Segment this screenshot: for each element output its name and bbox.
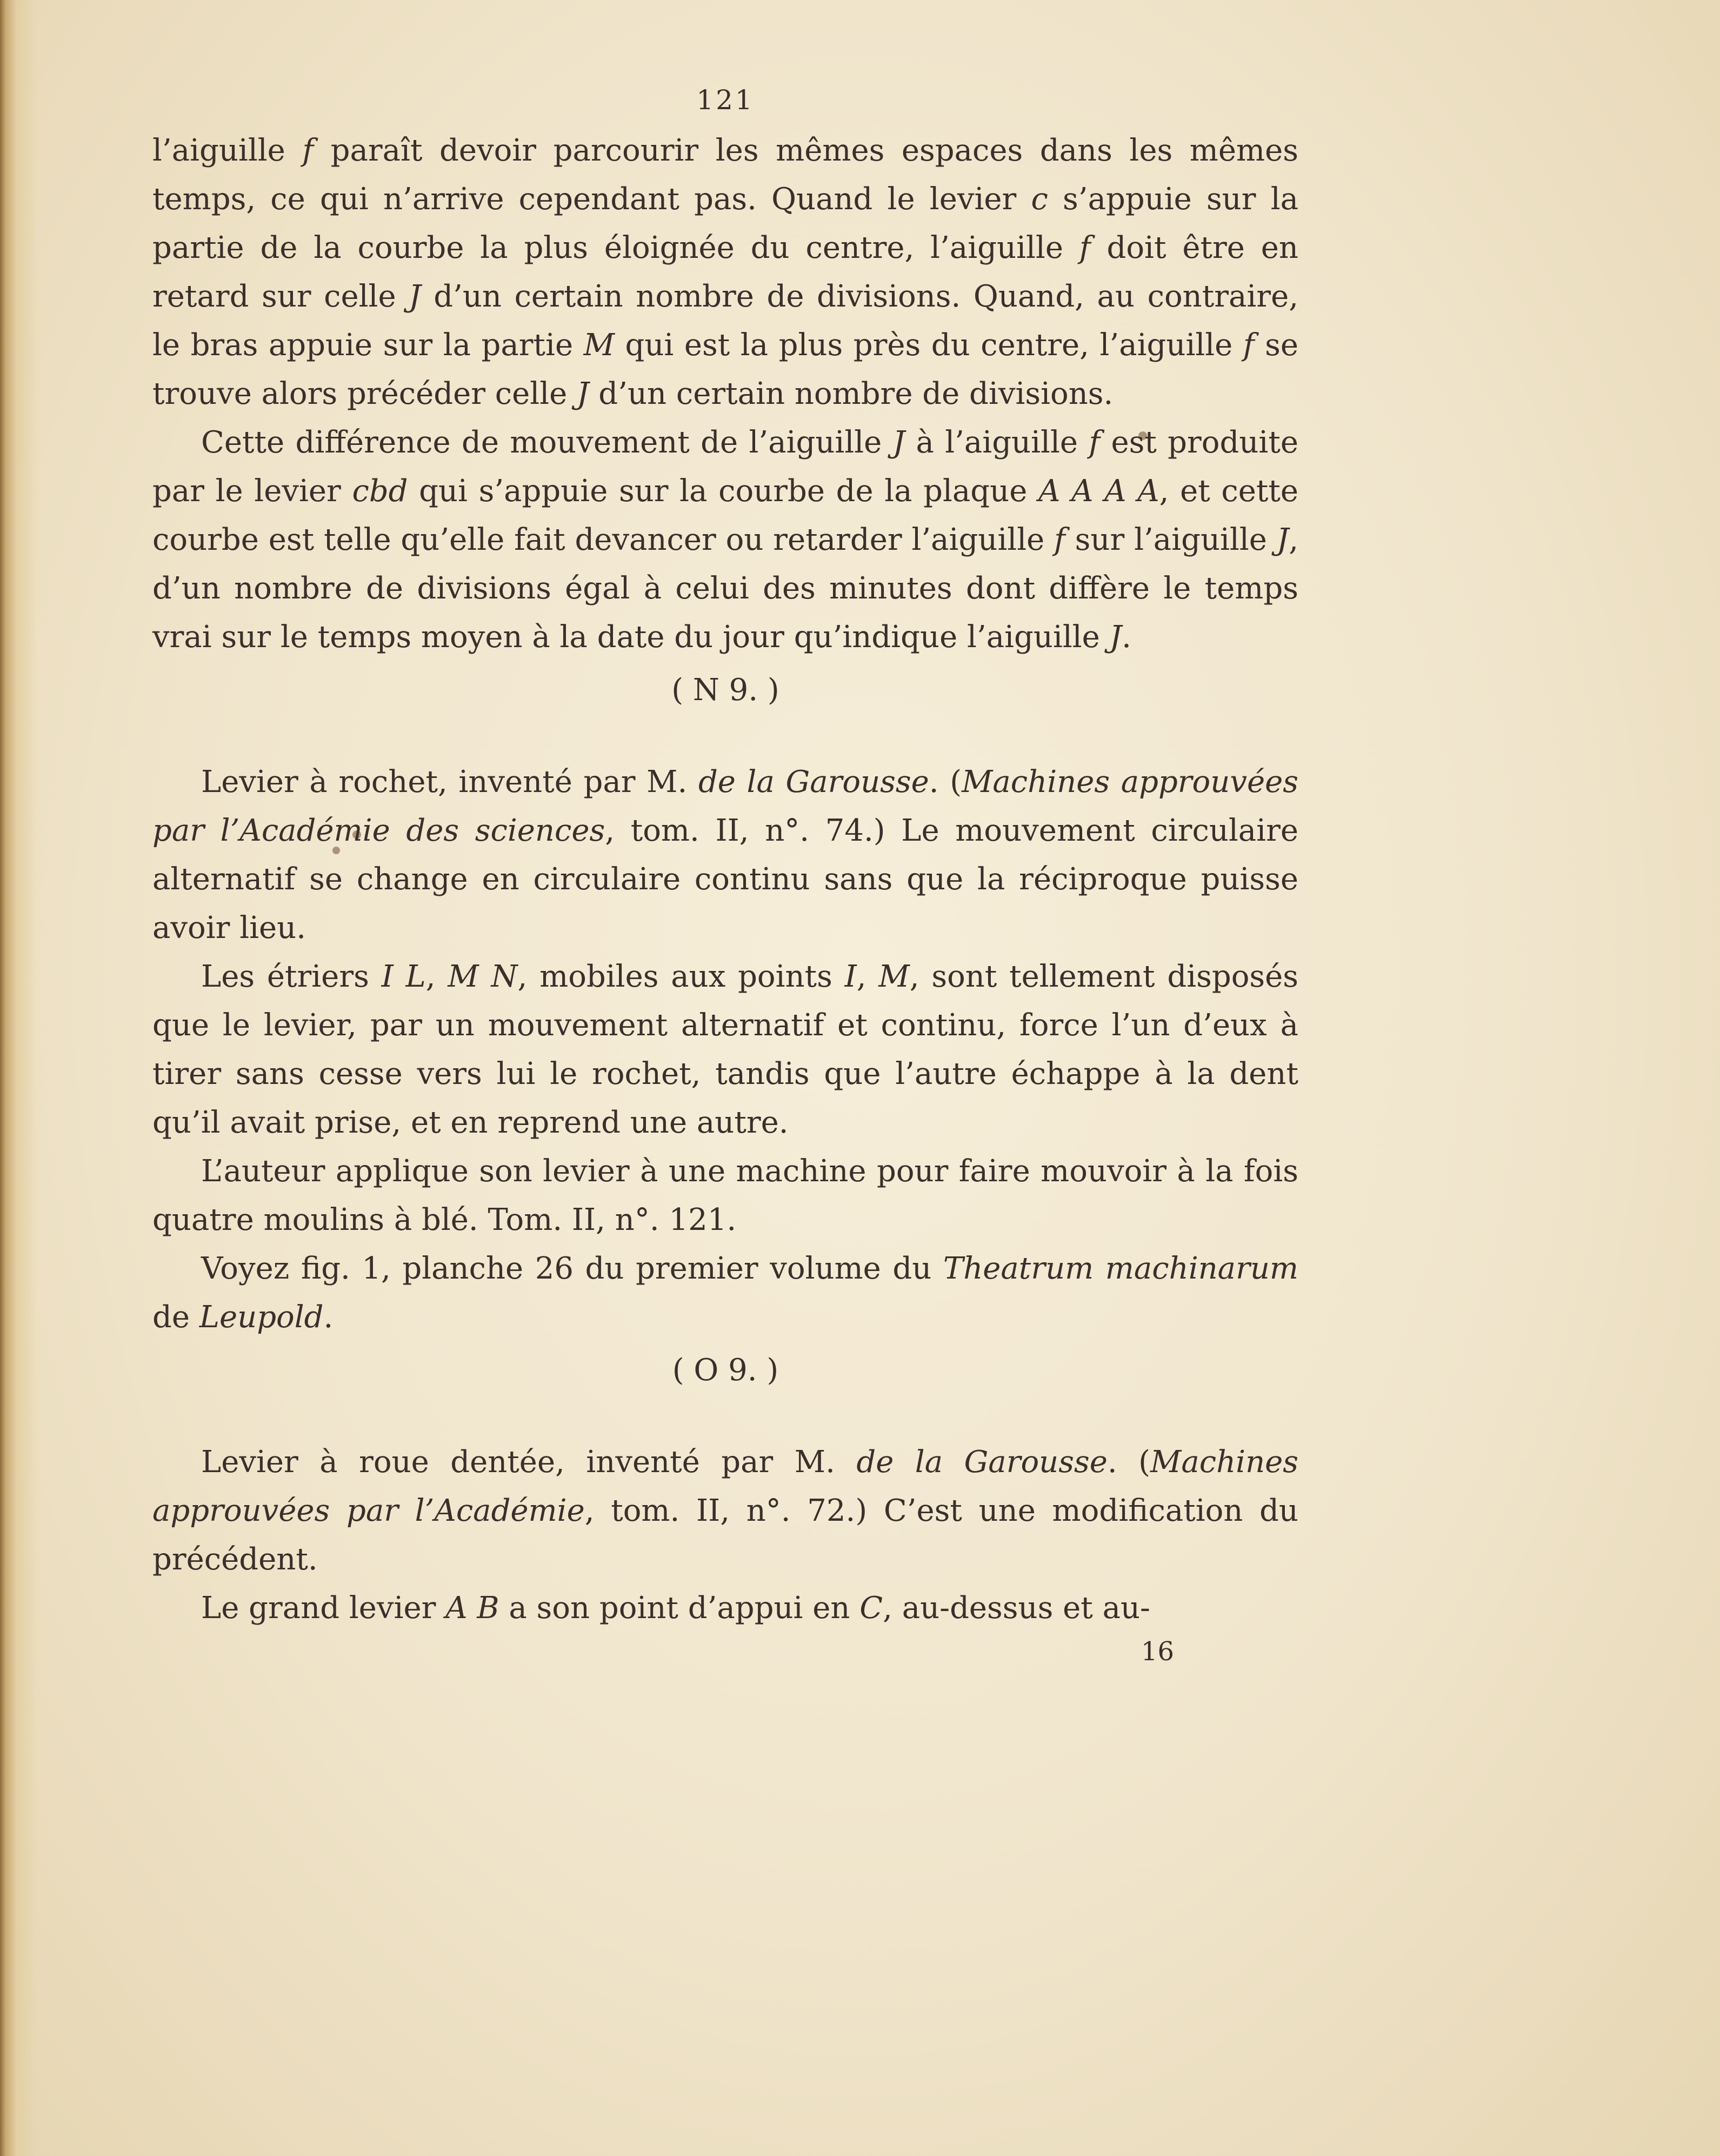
text-run: Levier à roue dentée, inventé par M. bbox=[201, 1445, 857, 1480]
text-run: , bbox=[425, 959, 448, 994]
italic-text: Machines approuvées par l’Académie des sciences bbox=[152, 764, 1298, 848]
italic-text: f bbox=[302, 133, 314, 168]
italic-text: de la Garousse bbox=[856, 1445, 1108, 1480]
paragraph bbox=[152, 953, 1298, 1147]
text-run: L’auteur applique son levier à une machine pour faire mouvoir à la fois quatre moulins à blé. Tom. II, n°. 121. bbox=[152, 1154, 1298, 1237]
paragraph bbox=[152, 758, 1298, 953]
text-run: paraît devoir parcourir les mêmes espaces dans les mêmes temps, ce qui n’arrive cependant pas. Quand le levier bbox=[152, 133, 1299, 217]
signature-mark: 16 bbox=[1141, 1636, 1174, 1667]
text-run: . ( bbox=[929, 764, 962, 800]
text-run: Cette différence de mouvement de l’aiguille bbox=[201, 425, 893, 460]
text-run: qui est la plus près du centre, l’aiguille bbox=[614, 328, 1243, 363]
italic-text: J bbox=[1276, 522, 1289, 557]
text-run: est produite par le levier bbox=[152, 425, 1298, 509]
text-run: , tom. II, n°. 72.) C’est une modification du précédent. bbox=[152, 1493, 1298, 1577]
text-run: ( O 9. ) bbox=[672, 1353, 779, 1388]
italic-text: cbd bbox=[352, 474, 408, 509]
text-run: , et cette courbe est telle qu’elle fait devancer ou retarder l’aiguille bbox=[152, 474, 1299, 557]
text-block bbox=[152, 81, 1298, 1671]
italic-text: C bbox=[859, 1591, 883, 1626]
text-run: doit être en retard sur celle bbox=[152, 230, 1298, 314]
paragraph bbox=[152, 418, 1298, 662]
italic-text: Theatrum machinarum bbox=[943, 1251, 1299, 1286]
text-run: à l’aiguille bbox=[905, 425, 1089, 460]
italic-text: J bbox=[577, 376, 589, 411]
text-run: , mobiles aux points bbox=[517, 959, 845, 994]
italic-text: M N bbox=[448, 959, 518, 994]
italic-text: M bbox=[878, 959, 910, 994]
text-run: , tom. II, n°. 74.) Le mouvement circulaire alternatif se change en circulaire continu sans que la réciproque puisse avoir lieu. bbox=[152, 813, 1299, 946]
text-run: . bbox=[323, 1300, 334, 1335]
italic-text: I bbox=[844, 959, 857, 994]
text-run: , au-dessus et au- bbox=[883, 1591, 1150, 1626]
text-run: d’un certain nombre de divisions. bbox=[589, 376, 1114, 411]
text-run: l’aiguille bbox=[152, 133, 303, 168]
italic-text: c bbox=[1031, 182, 1048, 217]
italic-text: J bbox=[1109, 620, 1122, 655]
text-run: , d’un nombre de divisions égal à celui des minutes dont diffère le temps vrai sur le temps moyen à la date du jour qu’indique l’aiguille bbox=[152, 522, 1298, 655]
binding-edge bbox=[0, 0, 38, 2156]
italic-text: A B bbox=[445, 1591, 499, 1626]
text-run: Les étriers bbox=[201, 959, 382, 994]
text-run: ( N 9. ) bbox=[671, 673, 779, 708]
text-run: . bbox=[1122, 620, 1131, 655]
italic-text: I L bbox=[381, 959, 426, 994]
text-run: , bbox=[856, 959, 879, 994]
paragraph bbox=[152, 127, 1298, 418]
page-number: 121 bbox=[696, 84, 755, 116]
text-run: qui s’appuie sur la courbe de la plaque bbox=[408, 474, 1038, 509]
section-heading bbox=[152, 666, 1298, 715]
text-run: sur l’aiguille bbox=[1065, 522, 1277, 557]
italic-text: f bbox=[1243, 328, 1255, 363]
italic-text: f bbox=[1089, 425, 1101, 460]
italic-text: f bbox=[1054, 522, 1065, 557]
paragraph bbox=[152, 1147, 1298, 1245]
text-run: se trouve alors précéder celle bbox=[152, 328, 1299, 411]
italic-text: A A A A bbox=[1038, 474, 1159, 509]
text-run: Le grand levier bbox=[201, 1591, 446, 1626]
italic-text: f bbox=[1079, 230, 1091, 265]
text-run: s’appuie sur la partie de la courbe la plus éloignée du centre, l’aiguille bbox=[152, 182, 1298, 265]
italic-text: J bbox=[409, 279, 421, 314]
text-run: Voyez fig. 1, planche 26 du premier volume du bbox=[201, 1251, 943, 1286]
italic-text: Leupold bbox=[199, 1300, 324, 1335]
text-run: , sont tellement disposés que le levier, par un mouvement alternatif et continu, force l’un d’eux à tirer sans cesse vers lui le rochet, tandis que l’autre échappe à la dent qu’il avait prise, et en reprend une autre. bbox=[152, 959, 1299, 1140]
text-run: d’un certain nombre de divisions. Quand, au contraire, le bras appuie sur la partie bbox=[152, 279, 1299, 363]
text-run: a son point d’appui en bbox=[499, 1591, 860, 1626]
italic-text: J bbox=[892, 425, 905, 460]
body-content bbox=[152, 127, 1298, 1633]
text-run: Levier à rochet, inventé par M. bbox=[201, 764, 698, 800]
section-heading bbox=[152, 1346, 1298, 1395]
text-run: de bbox=[152, 1300, 199, 1335]
paragraph bbox=[152, 1438, 1298, 1584]
paragraph bbox=[152, 1245, 1298, 1342]
italic-text: Machines approuvées par l’Académie bbox=[152, 1445, 1299, 1528]
italic-text: de la Garousse bbox=[698, 764, 929, 800]
italic-text: M bbox=[583, 328, 615, 363]
paragraph bbox=[152, 1584, 1298, 1633]
text-run: . ( bbox=[1107, 1445, 1150, 1480]
